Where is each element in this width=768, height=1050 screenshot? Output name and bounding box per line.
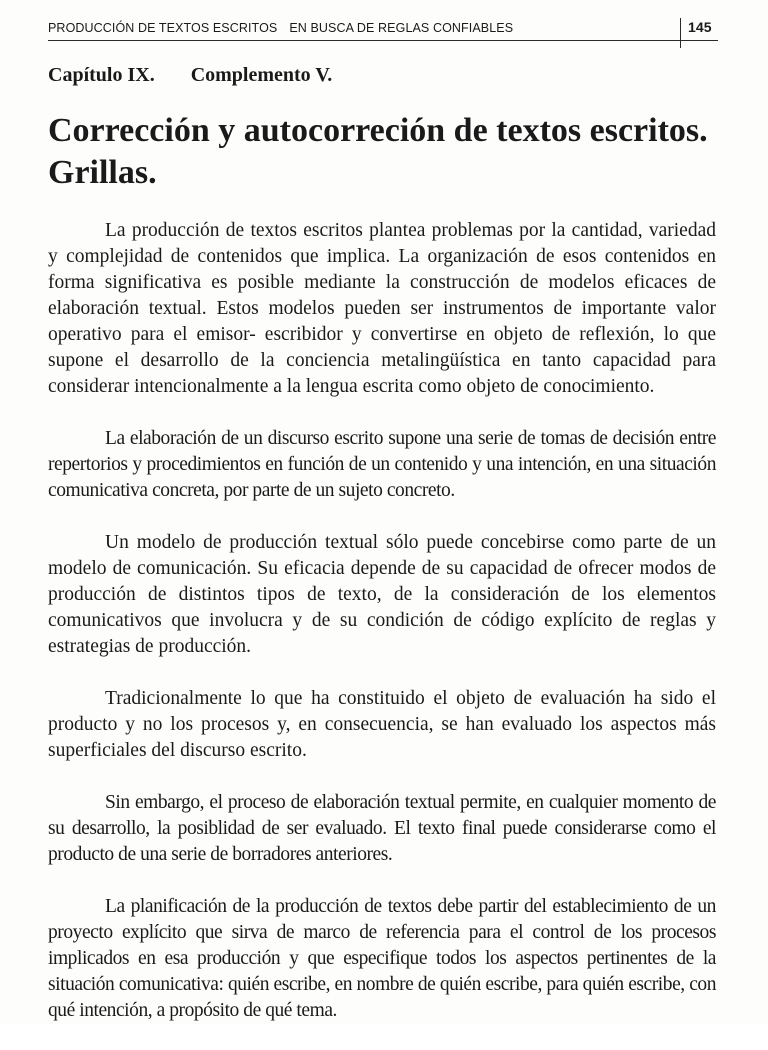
running-header — [48, 14, 718, 41]
running-header-text — [48, 21, 513, 35]
paragraph: La producción de textos escritos plantea problemas por la cantidad, variedad y complejidad de contenidos que implica. La organización de esos contenidos en forma significativa es posible mediante la construcción de modelos eficaces de elaboración textual. Estos modelos pueden ser instrumentos de importante valor operativo para el emisor- escribidor y convertirse en objeto de reflexión, lo que supone el desarrollo de la conciencia metalingüística en tanto capacidad para considerar intencionalmente a la lengua escrita como objeto de conocimiento. — [48, 220, 716, 397]
section-title: EN BUSCA DE REGLAS CONFIABLES — [289, 21, 514, 35]
header-divider — [680, 18, 681, 48]
page-number: 145 — [688, 19, 712, 35]
complement-label: Complemento V. — [190, 64, 333, 86]
chapter-label: Capítulo IX. — [48, 64, 155, 86]
chapter-heading — [48, 64, 332, 87]
paragraph: Un modelo de producción textual sólo puede concebirse como parte de un modelo de comunicación. Su eficacia depende de su capacidad de ofrecer modos de producción de distintos tipos de texto, de la consideración de los elementos comunicativos que involucra y de su condición de código explícito de reglas y estrategias de producción. — [48, 532, 716, 657]
body-text — [48, 218, 716, 1050]
paragraph: Tradicionalmente lo que ha constituido el objeto de evaluación ha sido el producto y no los procesos y, en consecuencia, se han evaluado los aspectos más superficiales del discurso escrito. — [48, 688, 716, 761]
book-title: PRODUCCIÓN DE TEXTOS ESCRITOS — [48, 21, 278, 35]
page-title-line-2: Grillas. — [48, 154, 157, 191]
paragraph: Sin embargo, el proceso de elaboración textual permite, en cualquier momento de su desarrollo, la posiblidad de ser evaluado. El texto final puede considerarse como el producto de una serie de borradores anteriores. — [48, 792, 716, 865]
page-title-line-1: Corrección y autocorreción de textos escritos. — [48, 112, 708, 149]
paragraph: La planificación de la producción de textos debe partir del establecimiento de un proyecto explícito que sirva de marco de referencia para el control de los procesos implicados en esa producción y que especifique todos los aspectos pertinentes de la situación comunicativa: quién escribe, en nombre de quién escribe, para quién escribe, con qué intención, a propósito de qué tema. — [48, 896, 716, 1021]
paragraph: La elaboración de un discurso escrito supone una serie de tomas de decisión entre repertorios y procedimientos en función de un contenido y una intención, en una situación comunicativa concreta, por parte de un sujeto concreto. — [48, 428, 716, 501]
page-title — [48, 110, 738, 194]
